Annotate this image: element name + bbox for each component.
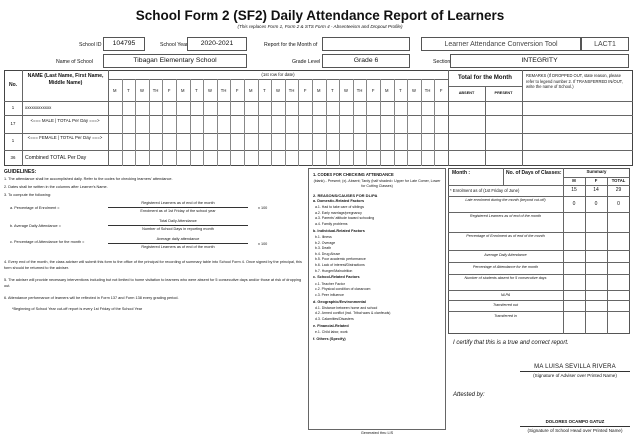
formula-b-den: Number of School Days in reporting month (142, 227, 214, 231)
school-name-label: Name of School (56, 59, 93, 65)
summary-days-label: No. of Days of Classes: (506, 170, 562, 176)
row-no: 36 (10, 155, 16, 160)
codes-text: (blank) - Present; (x)- Absent; Tardy (half shaded= Upper for Late Comer, Lower for Cutting Classes) (313, 179, 441, 189)
summary-value-m: 15 (571, 187, 577, 193)
day-header: W (276, 88, 280, 93)
day-column-divider (326, 79, 327, 166)
day-header: T (399, 88, 402, 93)
day-column-divider (190, 79, 191, 166)
grade-field[interactable] (322, 54, 410, 68)
guideline-item: 2. Dates shall be written in the columns after Learner's Name. (4, 185, 108, 189)
combined-total-label: Combined TOTAL Per Day (25, 155, 87, 161)
reason-section-head: e. Financial-Related (313, 323, 349, 328)
day-header: TH (424, 88, 431, 93)
guideline-item-6: 6. Attendance performance of learners will be reflected in Form 137 and Form 138 every grading period. (4, 296, 179, 300)
section-label: Section (433, 59, 451, 65)
reason-item: d.3. Calamities/Disasters (315, 317, 354, 321)
summary-value-m: 0 (572, 200, 576, 207)
school-year-value: 2020-2021 (200, 40, 234, 47)
school-head-caption: (Signature of School Head over Printed Name) (527, 428, 623, 433)
reason-item: e.1. Child labor, work (315, 330, 348, 334)
day-column-divider (421, 79, 422, 166)
day-header: M (249, 88, 253, 93)
day-column-divider (394, 79, 395, 166)
summary-row-label: Average Daily Attendance (484, 253, 527, 257)
day-column-divider (149, 79, 150, 166)
grade-value: Grade 6 (353, 57, 379, 64)
day-header: T (331, 88, 334, 93)
formula-c-label: c. Percentage of Attendance for the month = (10, 240, 85, 244)
reason-item: a.1. Had to take care of siblings (315, 205, 365, 210)
reason-item: d.2. Armed conflict (incl. Tribal wars & clanfeuds) (315, 311, 391, 316)
tool-code: LACT1 (594, 41, 616, 48)
reason-section-head: b. Individual-Related Factors (313, 228, 365, 233)
day-column-divider (285, 79, 286, 166)
guideline-item: 3. To compute the following: (4, 193, 51, 197)
reason-item: b.5. Poor academic performance (315, 257, 366, 262)
certify-text: I certify that this is a true and correct report. (453, 340, 569, 346)
summary-month-label: Month : (452, 170, 471, 176)
day-column-divider (230, 79, 231, 166)
codes-legend-box (308, 168, 446, 430)
day-header: W (140, 88, 144, 93)
reason-item: c.1. Teacher Factor (315, 281, 345, 286)
reason-item: d.1. Distance between home and school (315, 305, 378, 310)
summary-value-f: 14 (593, 187, 599, 193)
reason-section-head: d. Geographic/Environmental (313, 299, 366, 304)
summary-row-divider (448, 300, 630, 301)
absent-label: ABSENT (458, 91, 475, 95)
day-header: TH (288, 88, 295, 93)
reason-item: b.2. Overage (315, 240, 336, 245)
col-no-label: No. (8, 82, 18, 88)
total-month-label: Total for the Month (458, 75, 512, 81)
summary-row-label: NLPA (500, 293, 511, 297)
summary-f-header: F (594, 178, 598, 183)
day-column-divider (217, 79, 218, 166)
summary-m-header: M (572, 178, 576, 183)
day-header: TH (356, 88, 363, 93)
day-header: F (235, 88, 239, 93)
adviser-caption: (Signature of Adviser over Printed Name) (533, 373, 617, 378)
summary-row-divider (448, 212, 630, 213)
day-header: F (167, 88, 171, 93)
summary-row-label: Registered Learners as of end of the month (469, 214, 542, 218)
formula-a-den: Enrolment as of 1st Friday of the school year (140, 209, 216, 213)
day-column-divider (162, 79, 163, 166)
tool-name-field (421, 37, 581, 51)
day-column-divider (434, 79, 435, 166)
day-header: F (303, 88, 307, 93)
month-field[interactable] (322, 37, 410, 51)
day-column-divider (135, 79, 136, 166)
formula-c-num: Average daily attendance (156, 237, 200, 241)
summary-row-divider (448, 311, 630, 312)
day-column-divider (366, 79, 367, 166)
row-no: 1 (11, 138, 15, 143)
day-header: F (371, 88, 375, 93)
school-name-field[interactable] (103, 54, 247, 68)
section-field[interactable] (450, 54, 629, 68)
summary-row-label: Percentage of Enrolment as of end of the month (466, 234, 545, 238)
reason-item: b.7. Hunger/Malnutrition (315, 268, 353, 273)
section-value: INTEGRITY (521, 57, 558, 64)
reason-item: c.3. Peer influence (315, 292, 344, 297)
row-no: 1 (11, 105, 15, 110)
day-header: F (439, 88, 443, 93)
reason-section-head: c. School-Related Factors (313, 275, 360, 280)
reason-item: b.4. Drug Abuse (315, 251, 341, 256)
summary-row-label: Number of students absent for 5 consecutive days (464, 276, 547, 280)
summary-row-label: Late enrolment during the month (beyond cut-off) (465, 198, 546, 202)
day-column-divider (258, 79, 259, 166)
day-header: W (208, 88, 212, 93)
guideline-item-5: 5. The adviser will provide necessary interventions including but not limited to home visitation to learners who were absent for 5 consecutive days and/or those at risk of dropping out. (4, 278, 302, 288)
reason-item: a.4. Family problems (315, 222, 348, 226)
summary-row-divider (448, 290, 630, 291)
day-column-divider (122, 79, 123, 166)
day-header: T (127, 88, 130, 93)
learner-name[interactable]: xxxxxxxxxxxx (25, 105, 52, 110)
day-header: TH (152, 88, 159, 93)
remarks-label: REMARKS (If DROPPED OUT, state reason, please refer to legend number 2. If TRANSFERRED IN/OUT, write the name of School.) (526, 73, 623, 90)
formula-b-num: Total Daily Attendance (159, 219, 197, 223)
grade-label: Grade Level (292, 59, 321, 65)
tool-name: Learner Attendance Conversion Tool (444, 41, 558, 48)
formula-a-x100: x 100 (258, 206, 268, 210)
guideline-item-4: 4. Every end of the month, the class adviser will submit this form to the office of the principal for recording of summary table into School Form 4. Once signed by the principal, this form should be returned to the adviser. (4, 260, 302, 270)
generated-note: Generated thru LIS (360, 431, 394, 435)
reason-section-head: a. Domestic-Related Factors (313, 199, 365, 203)
school-name-value: Tibagan Elementary School (133, 57, 217, 64)
formula-c-x100: x 100 (258, 242, 268, 246)
summary-value-t: 29 (615, 187, 622, 193)
day-column-divider (298, 79, 299, 166)
guideline-item: 1. The attendance shall be accomplished daily. Refer to the codes for checking learners' attendance. (4, 177, 173, 181)
col-name-label: NAME (Last Name, First Name, Middle Name) (27, 73, 104, 86)
school-id-field[interactable] (103, 37, 145, 51)
attested-label: Attested by: (453, 392, 485, 398)
formula-a-label: a. Percentage of Enrolment = (10, 206, 60, 210)
cutoff-note: *Beginning of School Year cut-off report is every 1st Friday of the School Year (12, 307, 143, 311)
formula-c-den: Registered Learners as of end of the month (141, 245, 215, 249)
summary-row-divider (448, 262, 630, 263)
day-header: W (344, 88, 348, 93)
tool-code-field (581, 37, 629, 51)
summary-row-divider (448, 232, 630, 233)
summary-row-label: Transferred out (493, 303, 518, 307)
school-year-label: School Year (160, 42, 188, 48)
school-head-name: DOLORES OCAMPO GATUZ (545, 419, 605, 424)
formula-a-num: Registered Learners as of end of the month (141, 201, 215, 205)
form-title: School Form 2 (SF2) Daily Attendance Report of Learners (135, 8, 505, 23)
reason-item: b.3. Death (315, 246, 332, 251)
day-column-divider (380, 79, 381, 166)
row-no: 17 (10, 121, 16, 126)
reason-item: a.2. Early marriage/pregnancy (315, 210, 362, 215)
reason-item: c.2. Physical condition of classroom (315, 287, 371, 292)
row-for-date-label: (1st row for date) (261, 72, 295, 77)
day-column-divider (203, 79, 204, 166)
reasons-title: 2. REASONS/CAUSES FOR DL/PA (313, 193, 378, 198)
present-label: PRESENT (494, 91, 513, 95)
day-header: M (113, 88, 117, 93)
summary-row-label: Transferred in (494, 314, 517, 318)
summary-value-f: 0 (594, 200, 598, 207)
day-header: M (317, 88, 321, 93)
summary-value-t: 0 (617, 200, 620, 207)
day-header: M (385, 88, 389, 93)
school-id-value: 104795 (112, 40, 136, 47)
formula-b-label: b. Average Daily Attendance = (10, 224, 61, 228)
codes-title: 1. CODES FOR CHECKING ATTENDANCE (313, 172, 394, 177)
day-column-divider (353, 79, 354, 166)
reason-item: b.1. Illness (315, 235, 332, 239)
male-total-label: <=== MALE | TOTAL Per Day ===> (30, 118, 100, 123)
day-column-divider (339, 79, 340, 166)
female-total-label: <=== FEMALE | TOTAL Per Day ===> (27, 135, 103, 140)
day-column-divider (176, 79, 177, 166)
day-column-divider (271, 79, 272, 166)
day-header: T (263, 88, 266, 93)
guidelines-title: GUIDELINES: (4, 169, 37, 175)
day-header: TH (220, 88, 227, 93)
adviser-name: MA LUISA SEVILLA RIVERA (534, 364, 616, 370)
summary-row-divider (448, 274, 630, 275)
month-label: Report for the Month of (264, 42, 318, 48)
summary-row-label: Percentage of Attendance for the month (472, 265, 539, 269)
summary-row-divider (448, 196, 630, 197)
day-header: M (181, 88, 185, 93)
school-year-field[interactable] (187, 37, 247, 51)
summary-row-label: * Enrolment as of (1st Friday of June) (450, 188, 520, 193)
day-column-divider (244, 79, 245, 166)
day-column-divider (312, 79, 313, 166)
school-id-label: School ID (79, 42, 102, 48)
form-subtitle: (This replaces Form 1, Form 2 & STS Form 4 - Absenteeism and Dropout Profile) (237, 24, 403, 29)
summary-total-header: TOTAL (611, 178, 626, 183)
reason-item: b.6. Lack of interest/Distractions (315, 263, 365, 267)
summary-header: Summary (586, 169, 607, 174)
day-header: T (195, 88, 198, 93)
day-column-divider (407, 79, 408, 166)
day-header: W (412, 88, 416, 93)
reason-item: a.3. Parents' attitude toward schooling (315, 216, 375, 221)
reason-section-head: f. Others (Specify) (313, 336, 346, 341)
summary-row-divider (448, 250, 630, 251)
